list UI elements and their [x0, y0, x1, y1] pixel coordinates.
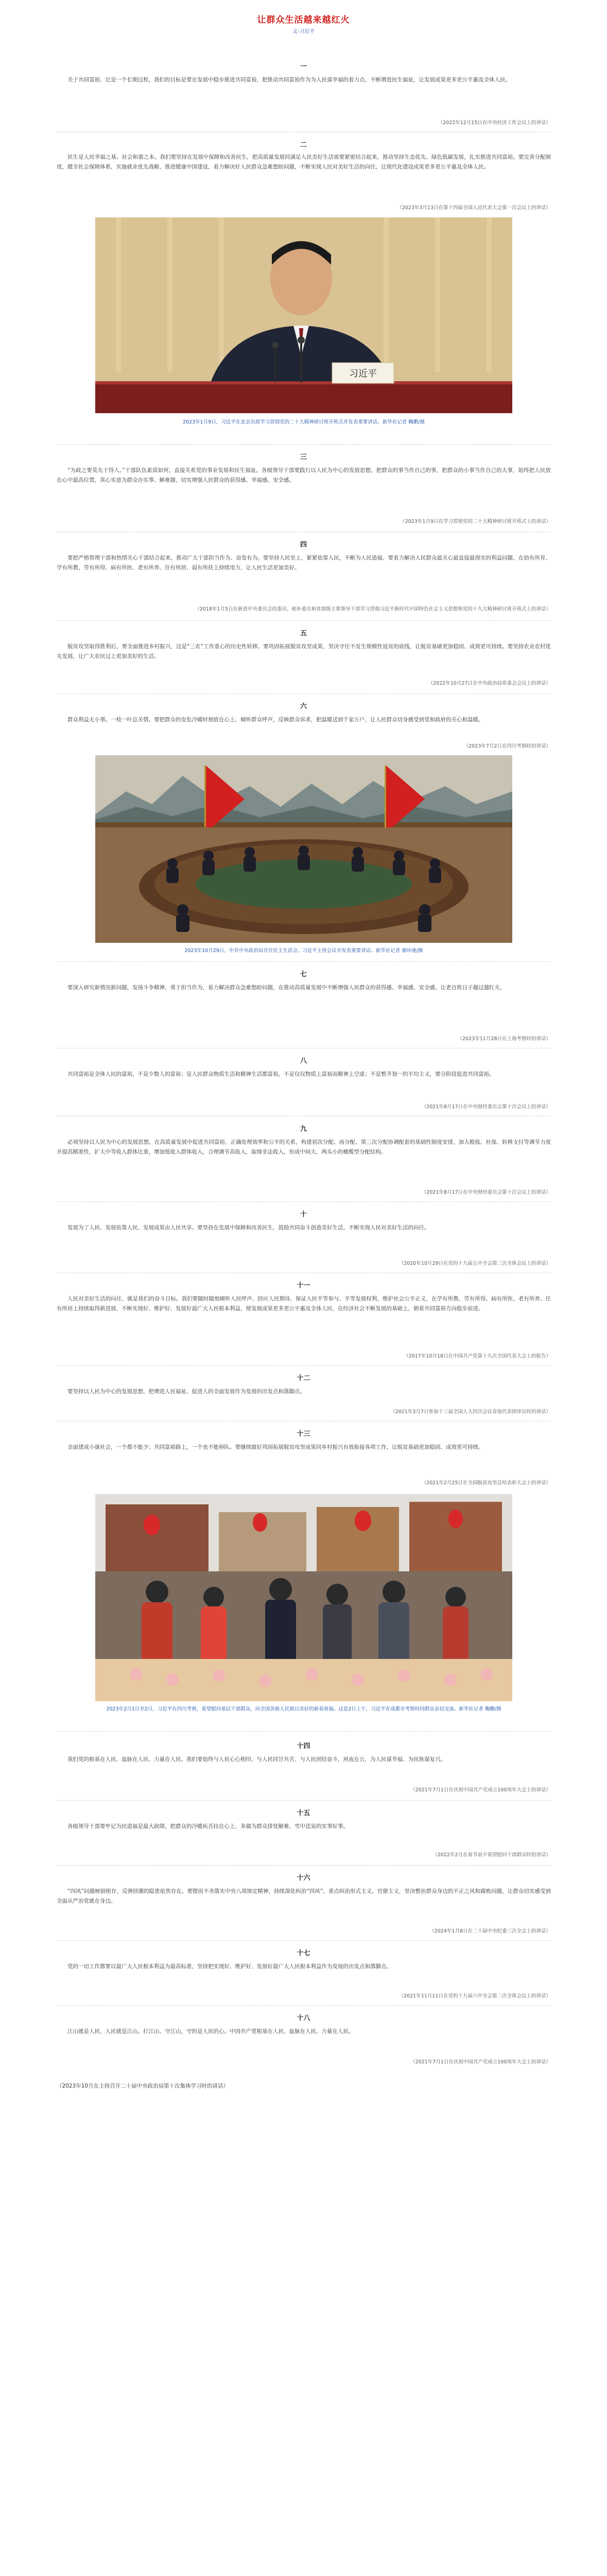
section-paragraph: 各级领导干部要牢记为民造福是最大政绩，把群众的冷暖疾苦挂在心上，多做为群众排忧解难、雪中送炭的实事好事。	[67, 1823, 349, 1829]
section-source: （2021年7月1日在庆祝中国共产党成立100周年大会上的讲话）	[410, 2059, 551, 2065]
section-source: （2022年2月在春节前夕看望慰问干部群众时的讲话）	[432, 1852, 551, 1858]
divider	[57, 961, 551, 962]
photo-meeting	[95, 755, 512, 943]
divider	[57, 444, 551, 445]
section-number: 六	[300, 703, 307, 710]
section-source: （2021年2月25日在全国脱贫攻坚总结表彰大会上的讲话）	[421, 1480, 551, 1486]
section-paragraph: 江山就是人民，人民就是江山。打江山、守江山，守的是人民的心。中国共产党根基在人民、血脉在人民、力量在人民。	[67, 2028, 354, 2035]
section-source: （2023年7月2日在四川考察时的讲话）	[463, 743, 551, 749]
meeting-illustration	[95, 755, 512, 943]
divider	[57, 620, 551, 621]
photo-caption: 2023年1月9日，习近平在北京出席学习贯彻党的二十大精神研讨班开班式并发表重要讲话。新华社记者 鞠鹏/摄	[183, 419, 425, 425]
section-number: 十	[300, 1211, 307, 1218]
speech-illustration	[95, 217, 512, 413]
section-paragraph: 共同富裕是全体人民的富裕，不是少数人的富裕；是人民群众物质生活和精神生活都富裕，不是仅仅物质上富裕而精神上空虚；不是整齐划一的平均主义，要分阶段促进共同富裕。	[67, 1071, 495, 1077]
section-source: （2021年8月17日在中央财经委员会第十次会议上的讲话）	[421, 1190, 551, 1195]
section-paragraph: 要把严格管理干部和热情关心干部结合起来，推动广大干部担当作为、奋发有为。要坚持人民至上，紧紧依靠人民，不断为人民造福，要着力解决人民群众最关心最直接最现实的利益问题，在幼有所育、学有所教、劳有所得、病有所医、老有所养、住有所居、弱有所扶上持续用力，让人民生活更加美好。	[57, 555, 551, 571]
section-paragraph: 发展为了人民、发展依靠人民、发展成果由人民共享。要坚持在发展中保障和改善民生，鼓励共同奋斗创造美好生活，不断实现人民对美好生活的向往。	[67, 1225, 430, 1231]
photo-caption: 2023年10月29日，中共中央政治局召开民主生活会。习近平主持会议并发表重要讲话。新华社记者 谢环驰/摄	[184, 948, 423, 954]
footer-note: （2023年10月在主持召开二十届中央政治局第十次集体学习时的讲话）	[57, 2083, 229, 2089]
section-paragraph: 人民对美好生活的向往，就是我们的奋斗目标。我们要随时随刻倾听人民呼声、回应人民期待，保证人民平等参与、平等发展权利，维护社会公平正义，在学有所教、劳有所得、病有所医、老有所养、住有所居上持续取得新进展，不断实现好、维护好、发展好最广大人民根本利益，使发展成果更多更公平惠及全体人民，在经济社会不断发展的基础上，朝着共同富裕方向稳步前进。	[57, 1296, 551, 1312]
section-source: （2022年10月27日在中央政治局常委会会议上的讲话）	[428, 681, 551, 686]
section-number: 十七	[297, 1950, 310, 1957]
article-byline[interactable]: 文·习近平	[292, 29, 315, 35]
section-number: 三	[300, 453, 307, 461]
section-number: 十四	[297, 1742, 310, 1750]
section-paragraph: “为政之要莫先于得人。”干部队伍素质如何，直接关系党的事业发展和民生福祉。各级领导干部要践行以人民为中心的发展思想，把群众的事当作自己的事，把群众的小事当作自己的大事，始终把人民放在心中最高位置，真心实意为群众办实事、解难题，切实增强人民群众的获得感、幸福感、安全感。	[57, 467, 551, 483]
section-source: （2022年12月15日在中央经济工作会议上的讲话）	[438, 120, 551, 126]
section-number: 七	[300, 971, 307, 978]
section-number: 十六	[297, 1874, 310, 1882]
section-paragraph: “四风”问题树倒根存，反弹回潮的隐患依然存在。要锲而不舍落实中央八项规定精神，持续深化纠治“四风”，重点纠治形式主义、官僚主义，坚决整治群众身边的不正之风和腐败问题，让群众切实感受到全面从严治党就在身边。	[57, 1888, 551, 1904]
section-paragraph: 脱贫攻坚取得胜利后，要全面推进乡村振兴，这是“三农”工作重心的历史性转移。要巩固拓展脱贫攻坚成果，坚决守住不发生规模性返贫的底线，让脱贫基础更加稳固、成效更可持续。要坚持农业农村优先发展，让广大农民过上更加美好的生活。	[57, 643, 551, 659]
section-source: （2024年1月8日在二十届中央纪委三次全会上的讲话）	[429, 1928, 551, 1934]
section-source: （2018年1月5日在新进中央委员会的委员、候补委员和省部级主要领导干部学习贯彻习近平新时代中国特色社会主义思想和党的十九大精神研讨班开班式上的讲话）	[195, 606, 551, 612]
section-source: （2023年3月13日在第十四届全国人民代表大会第一次会议上的讲话）	[397, 205, 551, 211]
section-number: 十三	[297, 1430, 310, 1438]
divider	[57, 1940, 551, 1941]
photo-caption: 2023年2月1日至2日，习近平在四川考察，看望慰问基层干部群众，向全国各族人民致以美好的新春祝福。这是2日上午，习近平在成都市考察时同群众亲切交流。新华社记者 鞠鹏/摄	[106, 1706, 501, 1712]
divider	[57, 1865, 551, 1866]
section-paragraph: 全面建成小康社会，一个都不能少；共同富裕路上，一个也不能掉队。要继续做好巩固拓展脱贫攻坚成果同乡村振兴有效衔接各项工作，让脱贫基础更加稳固、成效更可持续。	[67, 1444, 484, 1450]
photo-speech	[95, 217, 512, 413]
section-paragraph: 群众利益无小事。一枝一叶总关情。要把群众的安危冷暖时刻放在心上，倾听群众呼声，反映群众诉求，把温暖送到千家万户，让人民群众切身感受到党和政府的关心和温暖。	[67, 717, 484, 723]
section-number: 九	[300, 1125, 307, 1133]
section-number: 二	[300, 141, 307, 149]
section-source: （2023年1月9日在学习贯彻党的二十大精神研讨班开班式上的讲话）	[400, 519, 551, 524]
visit-illustration	[95, 1494, 512, 1701]
divider	[57, 1201, 551, 1202]
section-number: 一	[300, 63, 307, 71]
section-source: （2020年10月29日在党的十九届五中全会第二次全体会议上的讲话）	[398, 1261, 551, 1266]
section-number: 十一	[297, 1282, 310, 1290]
section-source: （2017年10月18日在中国共产党第十九次全国代表大会上的报告）	[404, 1353, 551, 1359]
section-source: （2021年8月17日在中央财经委员会第十次会议上的讲话）	[421, 1104, 551, 1110]
section-number: 四	[300, 541, 307, 549]
section-paragraph: 要深入研究新情况新问题，发扬斗争精神，勇于担当作为，着力解决群众急难愁盼问题，在推动高质量发展中不断增强人民群众的获得感、幸福感、安全感，让老百姓日子越过越红火。	[67, 985, 506, 991]
section-number: 十二	[297, 1375, 310, 1382]
section-paragraph: 要坚持以人民为中心的发展思想，把增进人民福祉、促进人的全面发展作为发展的出发点和落脚点。	[67, 1388, 305, 1395]
divider	[57, 1365, 551, 1366]
section-number: 十八	[297, 2014, 310, 2022]
section-number: 五	[300, 630, 307, 637]
section-number: 十五	[297, 1809, 310, 1817]
section-paragraph: 必须坚持以人民为中心的发展思想，在高质量发展中促进共同富裕，正确处理效率和公平的关系，构建初次分配、再分配、第三次分配协调配套的基础性制度安排，加大税收、社保、转移支付等调节力度并提高精准性，扩大中等收入群体比重，增加低收入群体收入，合理调节高收入，取缔非法收入，形成中间大、两头小的橄榄型分配结构。	[57, 1139, 551, 1155]
divider	[57, 2005, 551, 2006]
section-source: （2021年7月1日在庆祝中国共产党成立100周年大会上的讲话）	[410, 1787, 551, 1793]
article-title: 让群众生活越来越红火	[257, 15, 350, 25]
nameplate-text: 习近平	[349, 368, 377, 379]
divider	[57, 1731, 551, 1732]
photo-visit	[95, 1494, 512, 1701]
section-paragraph: 党的一切工作都要以最广大人民根本利益为最高标准，坚持把实现好、维护好、发展好最广大人民根本利益作为发展的出发点和落脚点。	[67, 1963, 392, 1970]
divider	[57, 1800, 551, 1801]
section-paragraph: 民生是人民幸福之基、社会和谐之本。我们要坚持在发展中保障和改善民生，把高质量发展同满足人民美好生活需要紧密结合起来，推动坚持生态优先、绿色低碳发展，扎实推进共同富裕。要完善分配制度，健全社会保障体系，实施就业优先战略，推进健康中国建设，着力解决好人民群众急难愁盼问题，不断实现人民对美好生活的向往，让现代化建设成果更多更公平惠及全体人民。	[57, 154, 551, 170]
section-paragraph: 关于共同富裕，它是一个长期过程，我们的目标是要在发展中稳步推进共同富裕，把推动共同富裕作为为人民谋幸福的着力点，不断增进民生福祉，让发展成果更多更公平惠及全体人民。	[67, 77, 511, 83]
section-source: （2021年3月7日参加十三届全国人大四次会议青海代表团审议时的讲话）	[390, 1409, 551, 1415]
section-source: （2023年11月28日在上海考察时的讲话）	[457, 1036, 551, 1042]
section-paragraph: 我们党的根基在人民、血脉在人民、力量在人民。我们要始终与人民心心相印、与人民同甘共苦、与人民团结奋斗，夙夜在公，为人民谋幸福、为民族谋复兴。	[67, 1756, 446, 1762]
section-source: （2021年11月11日在党的十九届六中全会第二次全体会议上的讲话）	[398, 1993, 551, 1999]
divider	[57, 693, 551, 694]
section-number: 八	[300, 1057, 307, 1065]
